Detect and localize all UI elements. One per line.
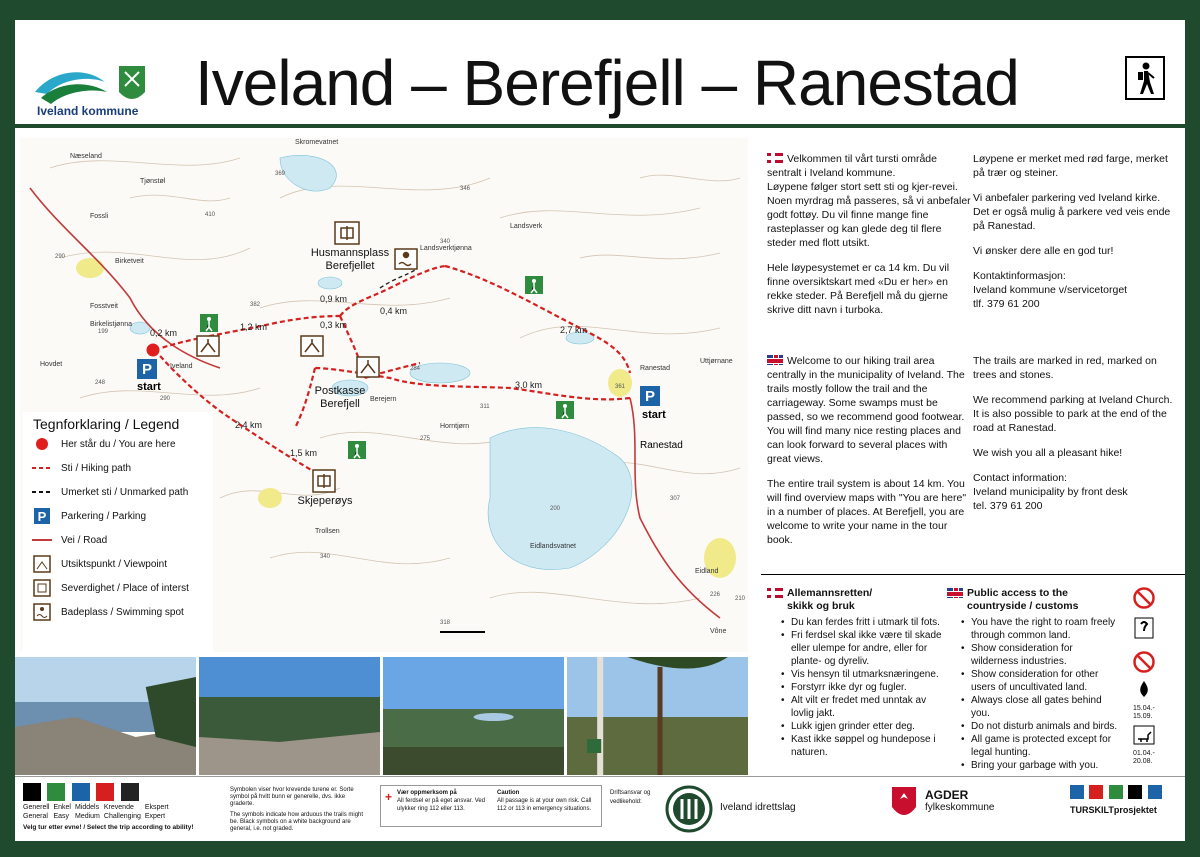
hiker-sign-3 <box>556 401 574 419</box>
svg-text:P: P <box>37 509 47 524</box>
prohibition-signs <box>1133 587 1173 766</box>
grade-label: Ekspert Expert <box>144 804 169 820</box>
place-berejern: Berejern <box>370 396 397 403</box>
photo-pine-lake <box>567 657 748 775</box>
height-6: 248 <box>95 380 106 386</box>
iveland-idrettslag-logo <box>665 785 713 833</box>
height-5: 199 <box>98 329 109 335</box>
uk-flag-icon <box>947 588 963 598</box>
distance-0-4: 0,4 km <box>380 306 408 316</box>
info-paragraph: The trails are marked in red, marked on trees and stones. <box>973 355 1157 381</box>
svg-text:P: P <box>644 388 656 405</box>
legend-label: Severdighet / Place of interst <box>61 582 189 594</box>
height-2: 346 <box>460 186 471 192</box>
distance-0-3: 0,3 km <box>320 320 348 330</box>
place-iveland: Iveland <box>170 363 193 370</box>
hiker-sign-4 <box>348 441 366 459</box>
legend-label: Utsiktspunkt / Viewpoint <box>61 558 167 570</box>
info-paragraph: Hele løypesystemet er ca 14 km. Du vil finne oversiktskart med «Du er her» en rekke steder. På Berefjell må du gjerne skrive ditt navn i turboka. <box>767 262 950 316</box>
info-paragraph: Vi anbefaler parkering ved Iveland kirke. Det er også mulig å parkere ved veis ende på Ranestad. <box>973 192 1171 232</box>
expert-grade-icon <box>121 783 139 801</box>
legend-item-you-are-here <box>23 432 213 456</box>
distance-1-5: 1,5 km <box>290 448 318 458</box>
place-horntjorn: Horntjørn <box>440 423 470 430</box>
height-8: 340 <box>440 239 451 245</box>
info-paragraph: Contact information: Iveland municipality by front desk tel. 379 61 200 <box>973 472 1128 512</box>
legend-label: Sti / Hiking path <box>61 462 132 474</box>
bike-icon <box>1109 785 1123 799</box>
rule-item: • Du kan ferdes fritt i utmark til fots. <box>781 616 944 629</box>
agder-coat-of-arms-icon <box>890 785 918 821</box>
place-eidlandsvatnet: Eidlandsvatnet <box>530 543 576 550</box>
campfire-icon <box>1133 678 1155 700</box>
no-fire-icon <box>1133 651 1155 673</box>
info-en-col2 <box>973 354 1173 524</box>
photo-hill-view <box>383 657 564 775</box>
legend-label: Her står du / You are here <box>61 438 176 450</box>
photo-strip <box>15 657 748 775</box>
height-10: 284 <box>410 366 421 372</box>
hike-icon <box>1128 785 1142 799</box>
swimming-icon-landsverk <box>395 249 417 269</box>
place-eidland: Eidland <box>695 568 719 575</box>
grade-label: Generell General <box>23 804 50 820</box>
photo-forest-view <box>199 657 380 775</box>
responsible-label: Driftsansvar og vedlikehold: <box>610 790 651 805</box>
place-hovdet: Hovdet <box>40 361 63 368</box>
distance-0-2: 0,2 km <box>150 328 178 338</box>
parking-icon-iveland <box>137 359 157 379</box>
first-aid-icon: + <box>385 790 393 804</box>
rule-item: • Show consideration for wilderness industries. <box>961 642 1119 668</box>
agder-title: AGDER <box>925 788 969 802</box>
legend-item-attraction <box>23 576 213 600</box>
rule-item: • Vis hensyn til utmarksnæringene. <box>781 668 944 681</box>
rule-item: • All game is protected except for legal hunting. <box>961 733 1119 759</box>
logo-text: Iveland kommune <box>37 104 139 118</box>
agder-subtitle: fylkeskommune <box>925 802 995 813</box>
challenging-grade-icon <box>96 783 114 801</box>
fire-ban-dates: 15.04.- 15.09. <box>1133 705 1155 720</box>
info-paragraph: Løypene er merket med rød farge, merket på trær og steiner. <box>973 153 1168 179</box>
page-title: Iveland – Berefjell – Ranestad <box>195 47 1019 119</box>
place-trollsen: Trollsen <box>315 528 340 535</box>
parking-icon <box>34 508 50 524</box>
info-paragraph: Kontaktinformasjon: Iveland kommune v/servicetorget tlf. 379 61 200 <box>973 270 1128 310</box>
rules-title: Allemannsretten/ skikk og bruk <box>787 587 873 612</box>
viewpoint-icon-iveland <box>197 336 219 356</box>
place-fossli: Fossli <box>90 213 109 220</box>
norway-flag-icon <box>767 588 783 598</box>
height-17: 318 <box>440 620 451 626</box>
info-paragraph: Vi ønsker dere alle en god tur! <box>973 245 1114 257</box>
rule-item: • Fri ferdsel skal ikke være til skade eller ulempe for andre, eller for plante- og dyreliv. <box>781 629 944 668</box>
info-no-col2 <box>973 152 1173 322</box>
height-3: 410 <box>205 212 216 218</box>
place-ranestad-large: Ranestad <box>640 440 683 451</box>
distance-3-0: 3,0 km <box>515 380 543 390</box>
legend-item-parking <box>23 504 213 528</box>
height-18: 226 <box>710 592 721 598</box>
symbols-en: The symbols indicate how arduous the trails might be. Black symbols on a white background are general, i.e. not graded. <box>230 812 364 832</box>
viewpoint-icon <box>33 555 51 573</box>
rules-no <box>769 587 944 759</box>
info-paragraph: Velkommen til vårt tursti område sentralt i Iveland kommune. <box>767 153 937 179</box>
place-landsverktjonna: Landsverktjønna <box>420 245 472 252</box>
no-littering-icon <box>1133 616 1155 640</box>
place-landsverk: Landsverk <box>510 223 543 230</box>
poi-postkasse-label: Postkasse <box>314 385 366 397</box>
rule-item: • Do not disturb animals and birds. <box>961 720 1119 733</box>
height-11: 311 <box>480 404 490 410</box>
height-16: 200 <box>550 506 561 512</box>
turskilt-icons <box>1070 785 1162 804</box>
start-label-ranestad: start <box>642 409 666 421</box>
poi-berefjellet-label: Berefjellet <box>325 260 375 272</box>
dog-leash-icon <box>1133 725 1155 745</box>
place-naeseland: Næseland <box>70 153 102 160</box>
height-9: 382 <box>250 302 261 308</box>
grade-label: Middels Medium <box>74 804 100 820</box>
walk-icon <box>1089 785 1103 799</box>
height-1: 369 <box>275 171 286 177</box>
poi-husmannsplass-label: Husmannsplass <box>310 247 390 259</box>
rule-item: • Always close all gates behind you. <box>961 694 1119 720</box>
legend-label: Parkering / Parking <box>61 510 147 522</box>
hiker-sign-2 <box>525 276 543 294</box>
legend-item-unmarked-path <box>23 480 213 504</box>
height-15: 307 <box>670 496 681 502</box>
sign-board <box>15 20 1185 841</box>
caution-no: All ferdsel er på eget ansvar. Ved ulykker ring 112 eller 113. <box>397 798 486 812</box>
place-fosstveit: Fosstveit <box>90 303 119 310</box>
uk-flag-icon <box>767 355 783 365</box>
general-grade-icon <box>23 783 41 801</box>
info-paragraph: Løypene følger stort sett sti og kjer-revei. Noen myrdrag må passeres, så vi anbefaler godt fottøy. Du vil finne mange fine rasteplasser og kan glede deg til flere steder med flott utsikt. <box>767 181 971 249</box>
caution-no-title: Vær oppmerksom på <box>397 790 457 796</box>
ski-icon <box>1070 785 1084 799</box>
rule-item: • Lukk igjen grinder etter deg. <box>781 720 944 733</box>
leash-dates: 01.04.- 20.08. <box>1133 750 1155 765</box>
rules-en <box>949 587 1119 772</box>
height-13: 340 <box>320 554 331 560</box>
club-name: Iveland idrettslag <box>720 802 796 813</box>
legend-label: Vei / Road <box>61 534 108 546</box>
legend-item-viewpoint <box>23 552 213 576</box>
place-vone: Vône <box>710 628 727 635</box>
place-skromevatnet: Skromevatnet <box>295 139 339 146</box>
norway-flag-icon <box>767 153 783 163</box>
info-paragraph: The entire trail system is about 14 km. You will find overview maps with "You are here" in a number of places. At Berefjell, you are welcome to write your name in the tour book. <box>767 478 967 546</box>
rule-item: • Alt vilt er fredet med unntak av lovlig jakt. <box>781 694 944 720</box>
you-are-here-marker <box>146 343 160 357</box>
red-dashed-line-icon <box>32 466 52 470</box>
place-ranestad: Ranestad <box>640 365 670 372</box>
poi-berefjell-label: Berefjell <box>320 398 360 410</box>
legend-item-swimming <box>23 600 213 624</box>
photo-lake-rocks <box>15 657 196 775</box>
cycle-icon <box>1148 785 1162 799</box>
place-tjonstol: Tjønstøl <box>140 178 166 185</box>
viewpoint-icon-berefjell <box>301 336 323 356</box>
grade-label: Enkel Easy <box>53 804 71 820</box>
svg-text:P: P <box>141 361 153 378</box>
grade-label: Krevende Challenging <box>103 804 141 820</box>
attraction-icon-skjeperoys <box>313 470 335 492</box>
place-birkeli: Birketveit <box>115 258 144 265</box>
attraction-icon <box>33 579 51 597</box>
place-birkelistjonna: Birkelistjønna <box>90 321 133 328</box>
place-uttjornane: Uttjørnane <box>700 358 733 365</box>
distance-2-7: 2,7 km <box>560 325 588 335</box>
poi-skjeperoys-label: Skjeperøys <box>297 495 353 507</box>
road-icon <box>32 538 52 542</box>
footer <box>15 776 1185 842</box>
height-7: 290 <box>160 396 171 402</box>
header <box>15 20 1185 128</box>
parking-icon-ranestad <box>640 386 660 406</box>
legend-label: Umerket sti / Unmarked path <box>61 486 189 498</box>
caution-box <box>380 785 602 827</box>
info-paragraph: We recommend parking at Iveland Church. It is also possible to park at the end of the road at Ranestad. <box>973 394 1173 434</box>
rules-title: Public access to the countryside / customs <box>967 587 1079 612</box>
height-14: 361 <box>615 384 626 390</box>
grade-labels <box>23 803 223 821</box>
height-12: 275 <box>420 436 431 442</box>
legend-label: Badeplass / Swimming spot <box>61 606 184 618</box>
symbols-text <box>230 787 370 833</box>
rule-item: • You have the right to roam freely through common land. <box>961 616 1119 642</box>
info-paragraph: We wish you all a pleasant hike! <box>973 447 1123 459</box>
choose-trip-text: Velg tur etter evne! / Select the trip according to ability! <box>23 824 194 831</box>
info-paragraph: Welcome to our hiking trail area centrally in the municipality of Iveland. The trails mostly follow the trail and the carriageway. Some swamps must be passed, so we recommend good footwear. You will find many nice resting places and can look forward to several places with great views. <box>767 355 965 465</box>
medium-grade-icon <box>72 783 90 801</box>
hiker-icon <box>1125 56 1165 100</box>
attraction-icon-husmann <box>335 222 359 244</box>
no-motor-vehicle-icon <box>1133 587 1155 609</box>
turskilt-label: TURSKILTprosjektet <box>1070 805 1157 815</box>
red-dot-icon <box>35 437 49 451</box>
caution-en: All passage is at your own risk. Call 112 or 113 in emergency situations. <box>497 798 592 812</box>
rule-item: • Bring your garbage with you. <box>961 759 1119 772</box>
caution-en-title: Caution <box>497 790 520 796</box>
swimming-icon <box>33 603 51 621</box>
distance-0-9: 0,9 km <box>320 294 348 304</box>
legend <box>23 412 213 652</box>
easy-grade-icon <box>47 783 65 801</box>
distance-1-2: 1,2 km <box>240 322 268 332</box>
hiker-sign-1 <box>200 314 218 332</box>
height-4: 290 <box>55 254 66 260</box>
info-no-col1 <box>767 152 971 328</box>
symbols-no: Symbolen viser hvor krevende turene er. Sorte symbol på hvitt bunn er generelle, dvs. ikke graderte. <box>230 787 354 807</box>
start-label-iveland: start <box>137 381 161 393</box>
rule-item: • Forstyrr ikke dyr og fugler. <box>781 681 944 694</box>
black-dashed-line-icon <box>32 490 52 494</box>
legend-title: Tegnforklaring / Legend <box>33 416 180 432</box>
viewpoint-icon-east <box>357 357 379 377</box>
rule-item: • Show consideration for other users of uncultivated land. <box>961 668 1119 694</box>
info-en-col1 <box>767 354 971 558</box>
legend-item-hiking-path <box>23 456 213 480</box>
height-19: 210 <box>735 596 746 602</box>
distance-2-4: 2,4 km <box>235 420 263 430</box>
legend-item-road <box>23 528 213 552</box>
rule-item: • Kast ikke søppel og hundepose i naturen. <box>781 733 944 759</box>
